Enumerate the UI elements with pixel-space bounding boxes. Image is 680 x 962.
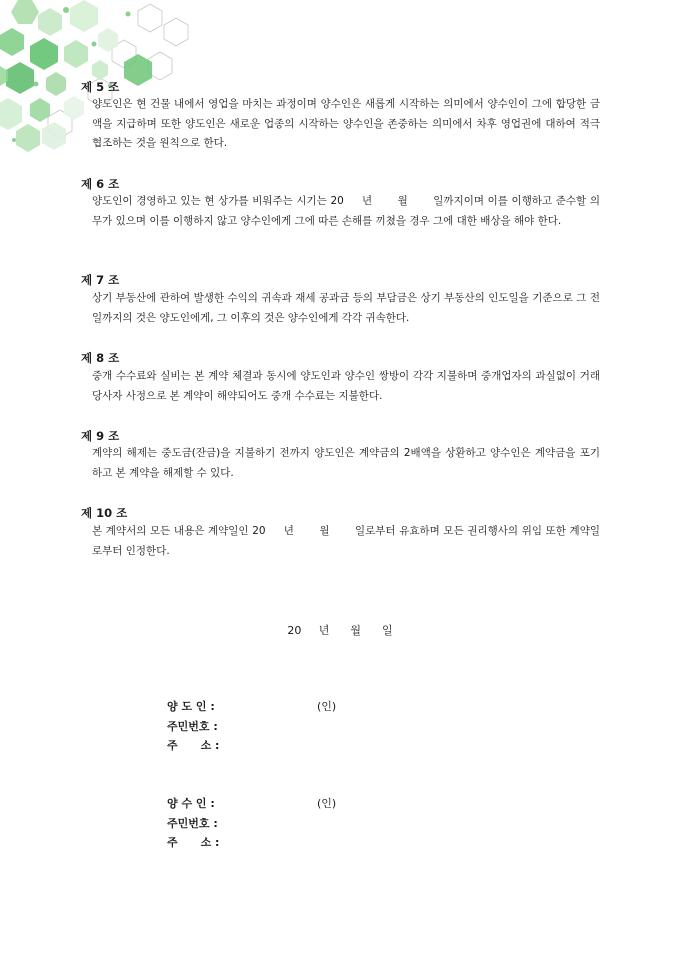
- article-6-title: 제 6 조: [81, 177, 120, 191]
- article-7-title: 제 7 조: [81, 273, 120, 287]
- transferor-seal: (인): [317, 700, 337, 713]
- article-10-title: 제 10 조: [81, 506, 128, 520]
- transferor-address-row: [167, 739, 219, 753]
- transferee-name-label: 양 수 인 :: [167, 797, 215, 810]
- transferee-name-row: [167, 797, 215, 811]
- transferee-address-row: [167, 836, 219, 850]
- transferor-id-label: 주민번호 :: [167, 720, 218, 733]
- transferee-id-label: 주민번호 :: [167, 817, 218, 830]
- article-5-text: 양도인은 현 건물 내에서 영업을 마치는 과정이며 양수인은 새롭게 시작하는 의미에서 양수인이 그에 합당한 금액을 지급하며 또한 양도인은 새로운 업종의 시작하는 양수인을 존중하는 의미에서 차후 영업권에 대하여 적극 협조하는 것을 원칙으로 한다.: [92, 98, 604, 149]
- article-10-text: 본 계약서의 모든 내용은 계약일인 20 년 월 일로부터 유효하며 모든 권리행사의 위임 또한 계약일로부터 인정한다.: [92, 525, 600, 557]
- article-9-text: 계약의 해제는 중도금(잔금)을 지불하기 전까지 양도인은 계약금의 2배액을 상환하고 양수인은 계약금을 포기하고 본 계약을 해제할 수 있다.: [92, 447, 600, 479]
- transferee-id-row: [167, 817, 218, 831]
- transferor-name-row: [167, 700, 215, 714]
- article-8-title: 제 8 조: [81, 351, 120, 365]
- article-7-text: 상기 부동산에 관하여 발생한 수익의 귀속과 재세 공과금 등의 부담금은 상기 부동산의 인도일을 기준으로 그 전일까지의 것은 양도인에게, 그 이후의 것은 양수인에게 각각 귀속한다.: [92, 292, 600, 324]
- article-6-text: 양도인이 경영하고 있는 현 상가를 비워주는 시기는 20 년 월 일까지이며 이를 이행하고 준수할 의무가 있으며 이를 이행하지 않고 양수인에게 그에 따른 손해를 끼쳤을 경우 그에 대한 배상을 해야 한다.: [92, 195, 600, 227]
- transferee-seal: (인): [317, 797, 337, 810]
- article-5-title: 제 5 조: [81, 80, 120, 94]
- transferor-address-label: 주 소 :: [167, 739, 220, 752]
- transferor-id-row: [167, 720, 218, 734]
- article-9-title: 제 9 조: [81, 429, 120, 443]
- transferor-name-label: 양 도 인 :: [167, 700, 215, 713]
- contract-date-line: 20 년 월 일: [287, 624, 393, 637]
- transferee-address-label: 주 소 :: [167, 836, 220, 849]
- article-8-text: 중개 수수료와 실비는 본 계약 체결과 동시에 양도인과 양수인 쌍방이 각각 지불하며 중개업자의 과실없이 거래 당사자 사정으로 본 계약이 해약되어도 중개 수수료는 지불한다.: [92, 370, 604, 402]
